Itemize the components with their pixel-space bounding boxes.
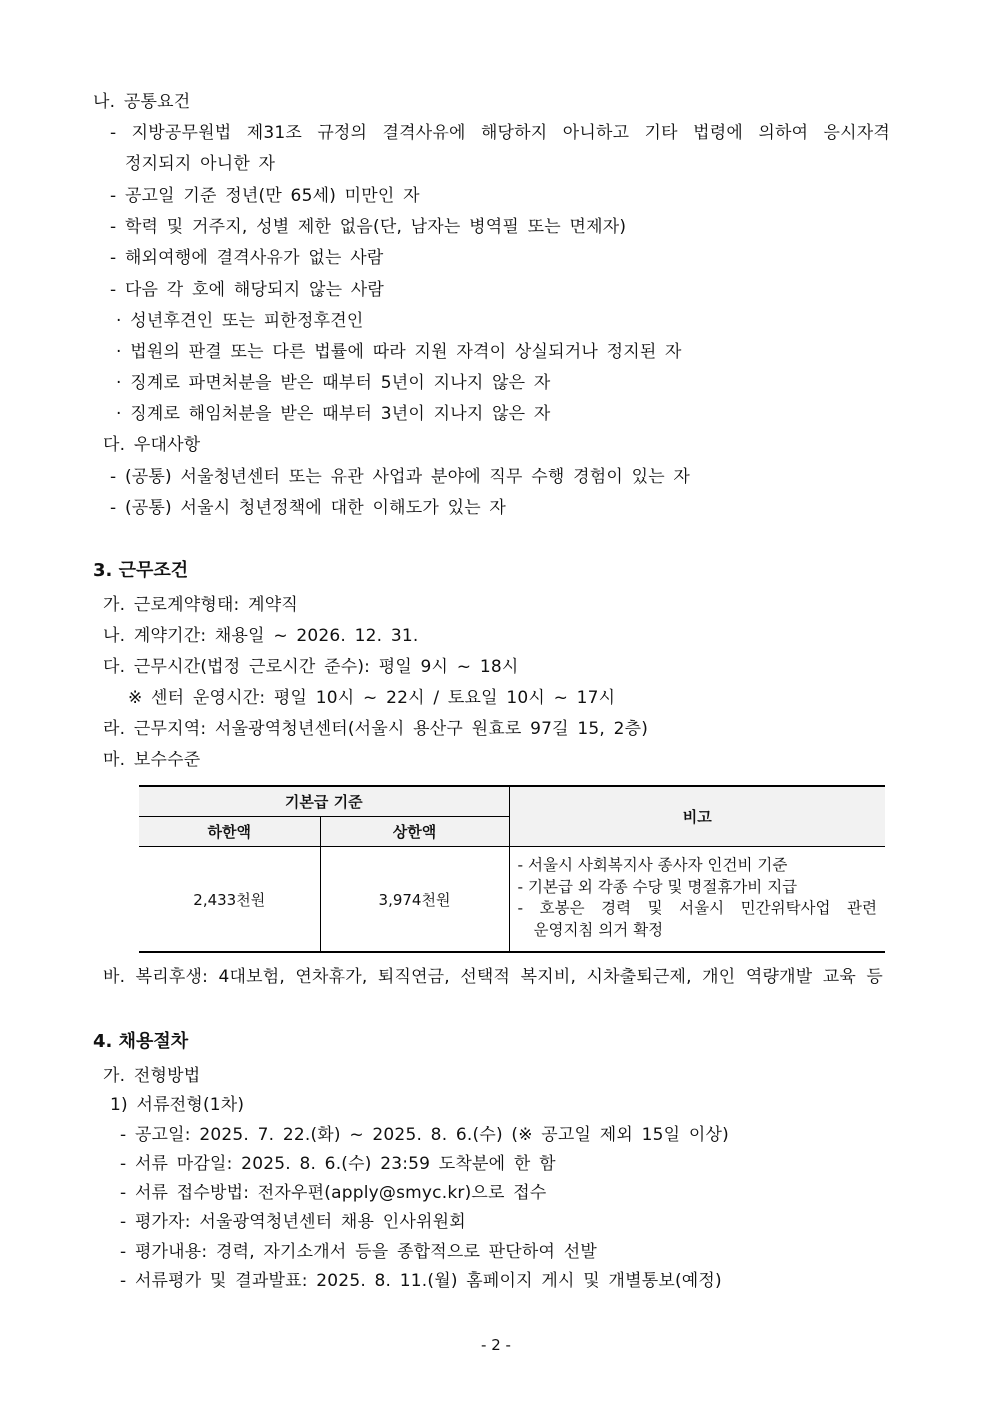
process-subheading: 1) 서류전형(1차) [110, 1095, 245, 1115]
requirement-item: - 지방공무원법 제31조 규정의 결격사유에 해당하지 아니하고 기타 법령에 의하여 응시자격 [110, 123, 890, 143]
salary-table [139, 785, 885, 953]
process-detail: - 평가내용: 경력, 자기소개서 등을 종합적으로 판단하여 선발 [120, 1242, 598, 1262]
process-detail: - 서류평가 및 결과발표: 2025. 8. 11.(월) 홈페이지 게시 및 개별통보(예정) [120, 1271, 722, 1291]
heading-working-conditions: 3. 근무조건 [93, 560, 189, 581]
header-base-salary: 기본급 기준 [139, 786, 509, 817]
salary-note-line: 운영지침 의거 확정 [533, 920, 664, 939]
salary-note-line: - 호봉은 경력 및 서울시 민간위탁사업 관련 [517, 899, 877, 917]
condition-note: ※ 센터 운영시간: 평일 10시 ~ 22시 / 토요일 10시 ~ 17시 [128, 688, 616, 708]
preference-item: - (공통) 서울청년센터 또는 유관 사업과 분야에 직무 수행 경험이 있는 자 [110, 467, 691, 487]
welfare-item: 바. 복리후생: 4대보험, 연차휴가, 퇴직연금, 선택적 복지비, 시차출퇴근제, 개인 역량개발 교육 등 [103, 967, 883, 987]
condition-item: 가. 근로계약형태: 계약직 [103, 595, 298, 615]
process-detail: - 공고일: 2025. 7. 22.(화) ~ 2025. 8. 6.(수) (※ 공고일 제외 15일 이상) [120, 1125, 729, 1145]
process-detail: - 서류 마감일: 2025. 8. 6.(수) 23:59 도착분에 한 함 [120, 1154, 556, 1174]
requirement-item: - 해외여행에 결격사유가 없는 사람 [110, 248, 384, 268]
requirement-item: - 공고일 기준 정년(만 65세) 미만인 자 [110, 186, 420, 206]
requirement-item-continued: 정지되지 아니한 자 [125, 154, 276, 174]
header-max-salary: 상한액 [320, 817, 509, 847]
disqualification-subitem: · 성년후견인 또는 피한정후견인 [116, 311, 364, 331]
condition-item: 라. 근무지역: 서울광역청년센터(서울시 용산구 원효로 97길 15, 2층) [103, 719, 649, 739]
min-salary-cell: 2,433천원 [139, 847, 320, 953]
condition-item: 나. 계약기간: 채용일 ~ 2026. 12. 31. [103, 626, 419, 646]
disqualification-subitem: · 법원의 판결 또는 다른 법률에 따라 지원 자격이 상실되거나 정지된 자 [116, 342, 682, 362]
disqualification-subitem: · 징계로 파면처분을 받은 때부터 5년이 지나지 않은 자 [116, 373, 551, 393]
section-title-preferences: 다. 우대사항 [103, 435, 201, 455]
salary-note-line: - 기본급 외 각종 수당 및 명절휴가비 지급 [517, 877, 798, 896]
header-min-salary: 하한액 [139, 817, 320, 847]
salary-note-line: - 서울시 사회복지사 종사자 인건비 기준 [517, 856, 788, 874]
condition-item: 마. 보수수준 [103, 750, 201, 770]
requirement-item: - 학력 및 거주지, 성별 제한 없음(단, 남자는 병역필 또는 면제자) [110, 217, 627, 237]
preference-item: - (공통) 서울시 청년정책에 대한 이해도가 있는 자 [110, 498, 507, 518]
salary-note-cell [509, 847, 885, 953]
section-title-common-requirements: 나. 공통요건 [93, 92, 191, 112]
condition-item: 다. 근무시간(법정 근로시간 준수): 평일 9시 ~ 18시 [103, 657, 519, 677]
disqualification-subitem: · 징계로 해임처분을 받은 때부터 3년이 지나지 않은 자 [116, 404, 551, 424]
page-number: - 2 - [481, 1336, 511, 1354]
max-salary-cell: 3,974천원 [320, 847, 509, 953]
process-item: 가. 전형방법 [103, 1066, 201, 1086]
heading-recruitment-process: 4. 채용절차 [93, 1031, 189, 1052]
header-note: 비고 [509, 786, 885, 847]
requirement-item: - 다음 각 호에 해당되지 않는 사람 [110, 280, 385, 300]
process-detail: - 평가자: 서울광역청년센터 채용 인사위원회 [120, 1212, 466, 1232]
process-detail: - 서류 접수방법: 전자우편(apply@smyc.kr)으로 접수 [120, 1183, 547, 1203]
